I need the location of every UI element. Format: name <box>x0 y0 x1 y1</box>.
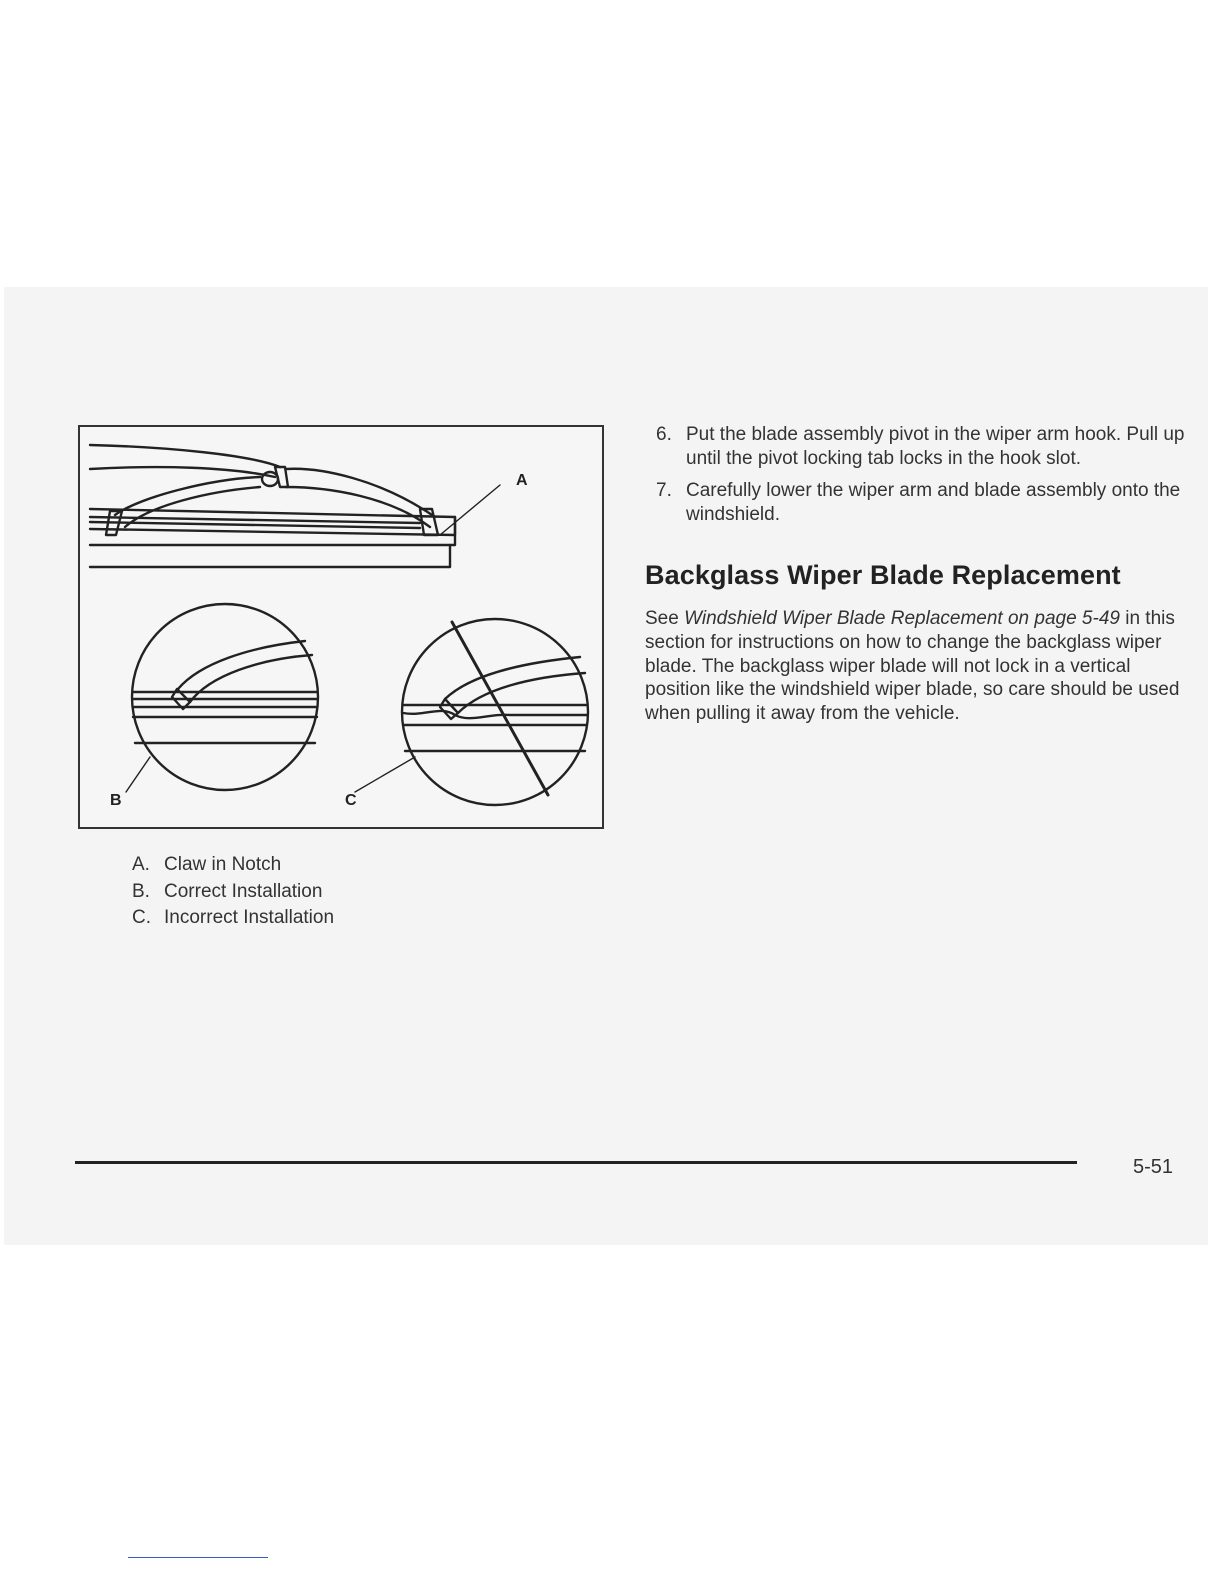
callout-b: B <box>110 792 122 809</box>
para-suffix: in this section for instructions on how to change the backglass wiper blade. The backglass wiper blade will not lock in a vertical position like the windshield wiper blade, so care should be used when pulling it away from the vehicle. <box>645 608 1180 725</box>
caption-item <box>132 852 334 879</box>
detail-arm-c <box>445 657 580 699</box>
caption-item <box>132 879 334 906</box>
detail-blade-c-kinked <box>403 711 587 718</box>
caption-item <box>132 905 334 932</box>
wiper-arm-line <box>90 445 280 467</box>
callout-a: A <box>516 472 528 489</box>
caption-key: C. <box>132 907 151 928</box>
section-paragraph <box>645 607 1193 726</box>
caption-key: A. <box>132 854 150 875</box>
section-heading: Backglass Wiper Blade Replacement <box>645 560 1121 590</box>
page-number: 5-51 <box>1133 1156 1174 1178</box>
caption-text: Incorrect Installation <box>164 907 335 928</box>
caption-key: B. <box>132 880 150 902</box>
step-text: Carefully lower the wiper arm and blade assembly onto the windshield. <box>686 480 1181 525</box>
blade-frame-right <box>286 469 435 517</box>
incorrect-cross-line <box>452 622 548 795</box>
windshield-line <box>90 545 450 567</box>
step-item <box>656 479 1196 526</box>
leader-c <box>355 757 415 792</box>
leader-b <box>126 757 150 792</box>
detail-arm-b-inner <box>190 655 312 702</box>
para-prefix: See <box>645 608 685 629</box>
step-number: 6. <box>656 424 672 445</box>
detail-arm-b <box>178 641 305 689</box>
figure-caption-list <box>132 852 334 932</box>
step-text: Put the blade assembly pivot in the wiper arm hook. Pull up until the pivot locking tab locks in the hook slot. <box>686 424 1185 469</box>
callout-c: C <box>345 792 357 809</box>
wiper-arm-line <box>90 467 275 477</box>
caption-text: Claw in Notch <box>164 854 282 875</box>
instruction-steps <box>656 423 1196 535</box>
wiper-blade-illustration <box>78 425 604 829</box>
caption-text: Correct Installation <box>164 880 323 902</box>
step-item <box>656 423 1196 470</box>
wiper-blade-diagram <box>80 427 606 831</box>
leader-a <box>440 485 500 535</box>
cross-reference-link[interactable]: Windshield Wiper Blade Replacement on page 5-49 <box>684 608 1120 629</box>
detail-circle-correct <box>132 604 318 790</box>
pivot-hole <box>262 472 278 486</box>
blade-frame-left-inner <box>125 487 260 527</box>
step-number: 7. <box>656 480 672 501</box>
footer-rule <box>75 1161 1077 1164</box>
bottom-underline <box>128 1557 268 1558</box>
